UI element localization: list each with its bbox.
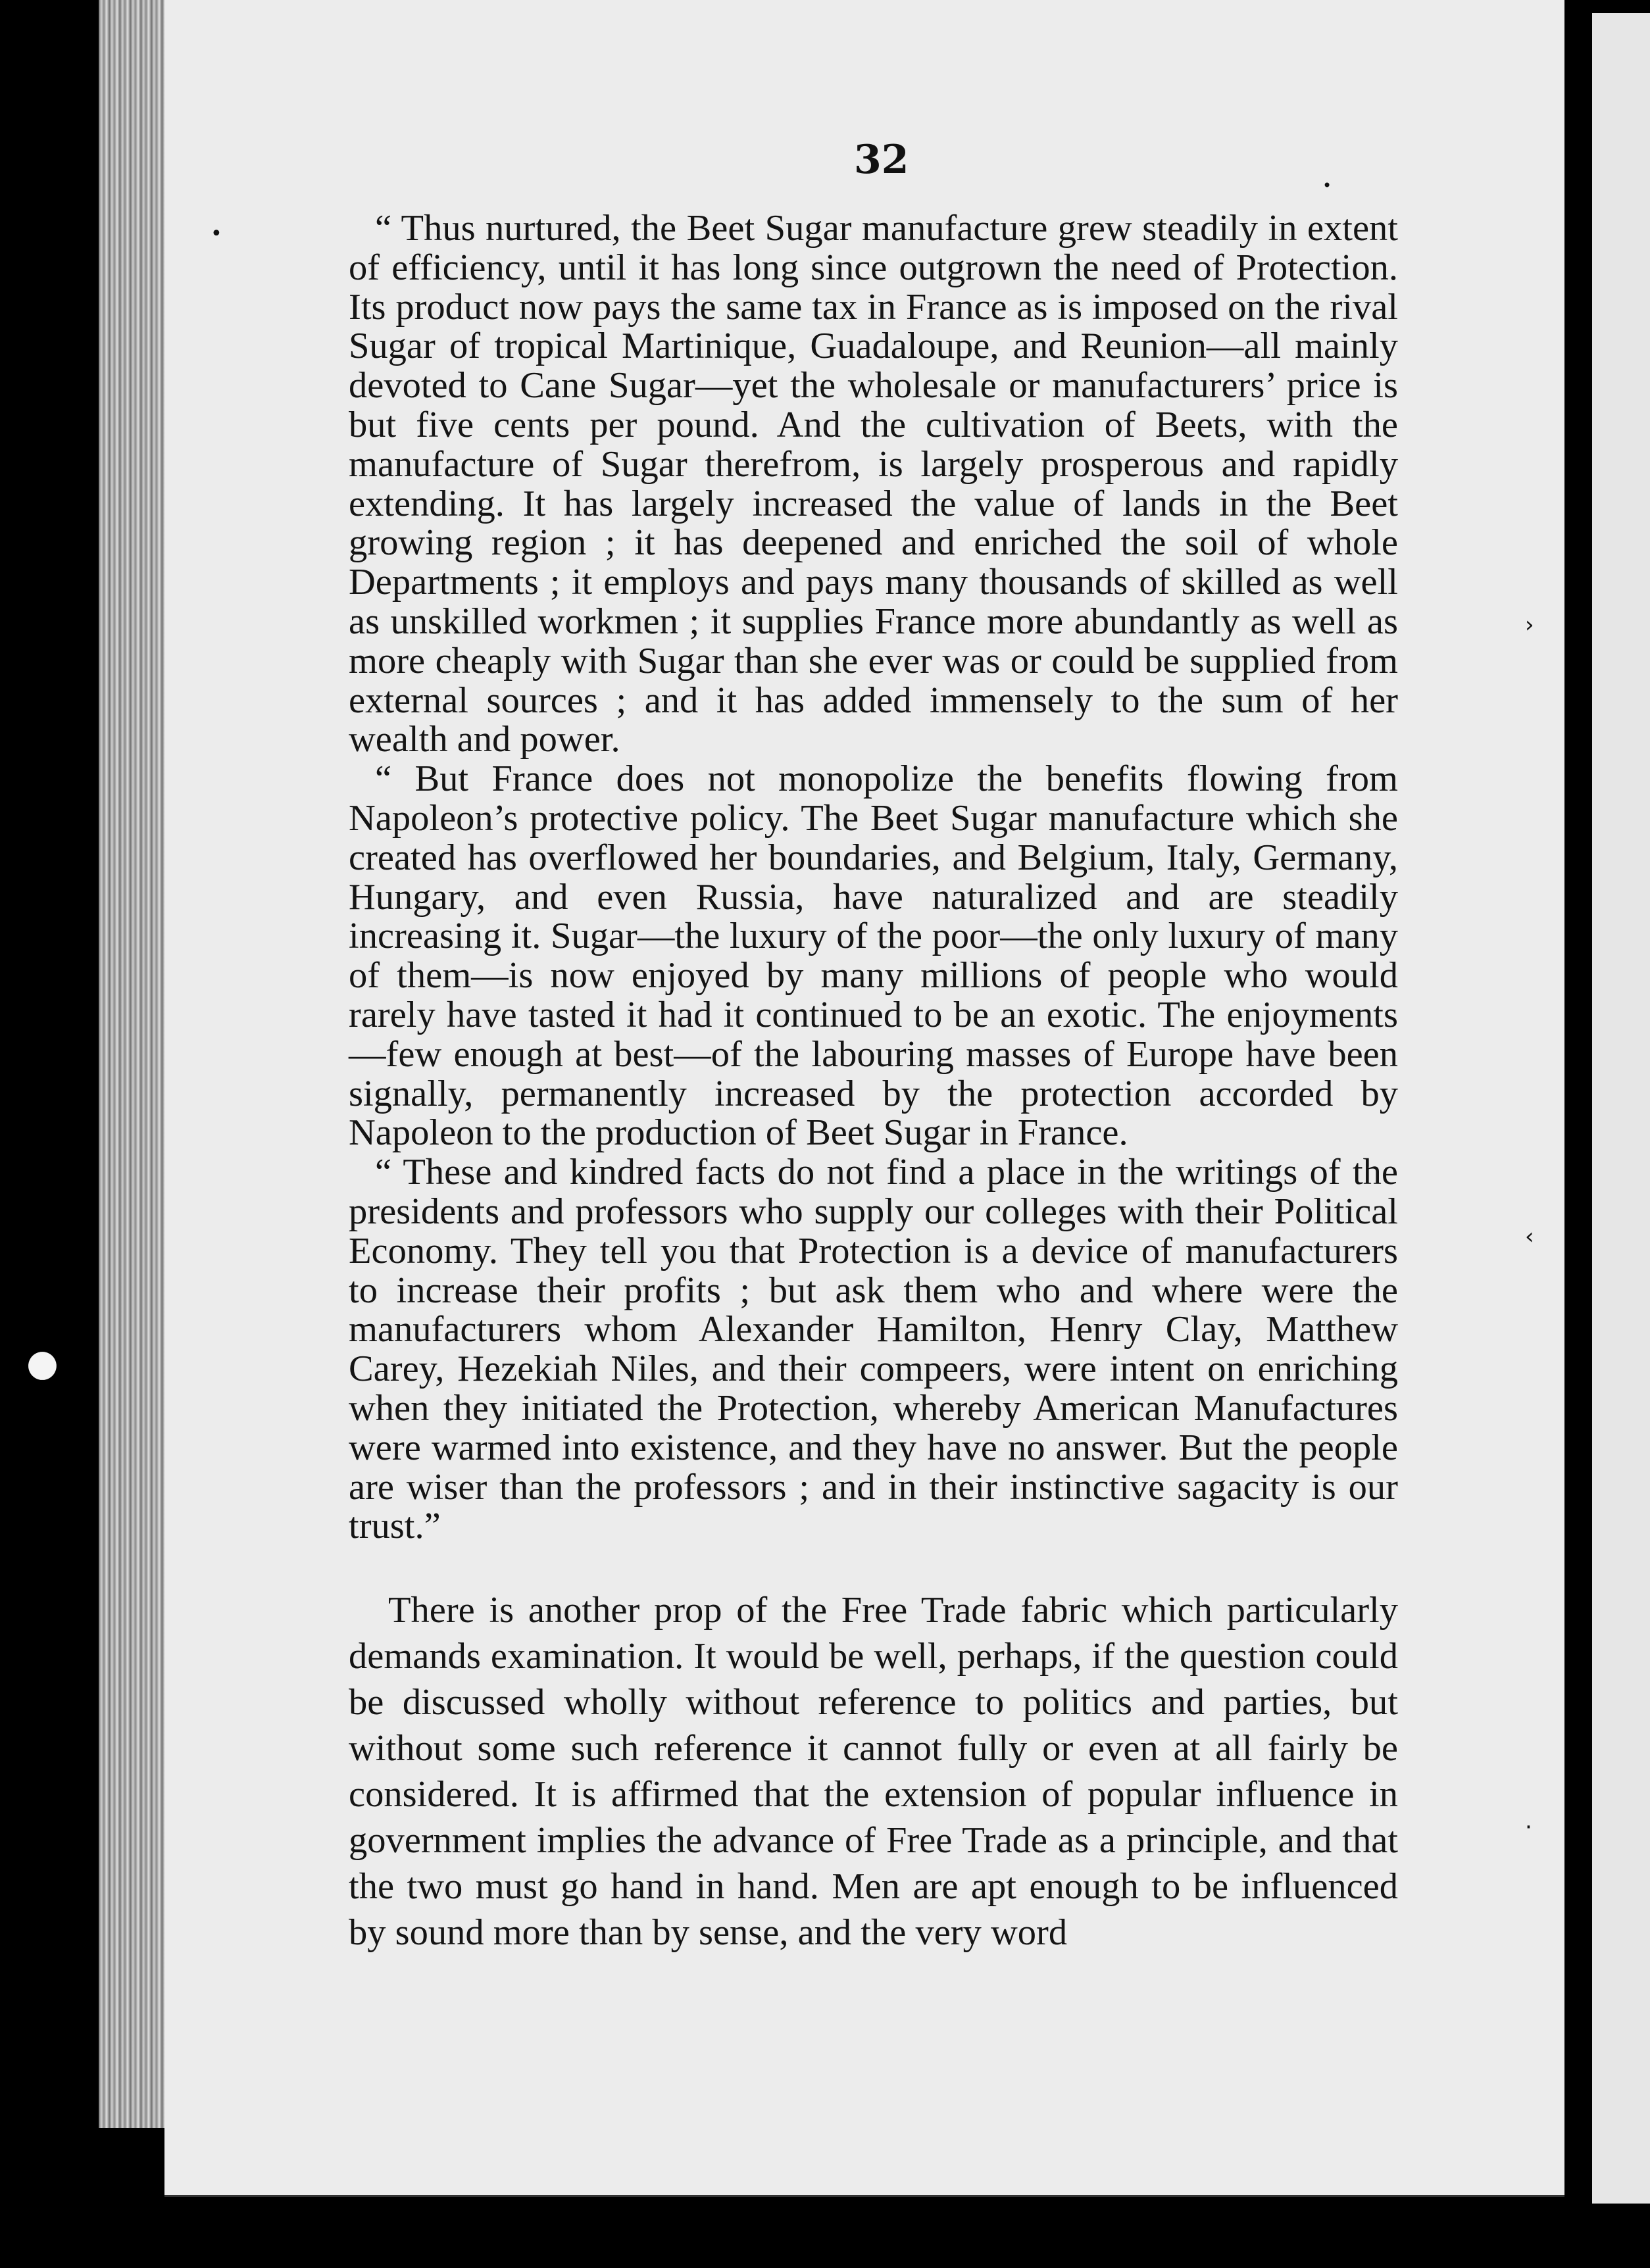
margin-speck: • xyxy=(211,222,222,245)
margin-tick: · xyxy=(1525,1814,1532,1840)
margin-speck: • xyxy=(1322,176,1332,195)
paragraph: “ Thus nurtured, the Beet Sugar manufacture grew steadily in extent of efficiency, until it has long since outgrown the need of Protection. Its product now pays the same tax in France as is imposed on the rival Sugar of tropical Martinique, Guadaloupe, and Reunion—all mainly devoted to Cane Sugar—yet the wholesale or manufacturers’ price is but five cents per pound. And the cultivation of Beets, with the manufacture of Sugar therefrom, is largely prosperous and rapidly extending. It has largely increased the value of lands in the Beet growing region ; it has deepened and enriched the soil of whole Departments ; it employs and pays many thousands of skilled as well as unskilled workmen ; it supplies France more abundantly as well as more cheaply with Sugar than she ever was or could be supplied from external sources ; and it has added immensely to the sum of her wealth and power. xyxy=(349,208,1398,760)
book-binding-edge xyxy=(99,0,171,2128)
paragraph: There is another prop of the Free Trade fabric which particularly demands examination. It would be well, perhaps, if the question could be discussed wholly without reference to politics and parties, but without some such reference it cannot fully or even at all fairly be considered. It is affirmed that the extension of popular influence in government implies the advance of Free Trade as a principle, and that the two must go hand in hand. Men are apt enough to be influenced by sound more than by sense, and the very word xyxy=(349,1590,1398,1954)
body-text xyxy=(349,209,1398,1956)
paragraph: “ These and kindred facts do not find a place in the writings of the presidents and professors who supply our colleges with their Political Economy. They tell you that Protection is a device of manufacturers to increase their profits ; but ask them who and where were the manufacturers whom Alexander Hamilton, Henry Clay, Matthew Carey, Hezekiah Niles, and their compeers, were intent on enriching when they initiated the Protection, whereby American Manufactures were warmed into existence, and they have no answer. But the people are wiser than the professors ; and in their instinctive sagacity is our trust.” xyxy=(349,1152,1398,1547)
facing-page-edge xyxy=(1592,13,1650,2204)
paragraph: “ But France does not monopolize the benefits flowing from Napoleon’s protective policy. The Beet Sugar manufacture which she created has overflowed her boundaries, and Belgium, Italy, Germany, Hungary, and even Russia, have naturalized and are steadily increasing it. Sugar—the luxury of the poor—the only luxury of many of them—is now enjoyed by many millions of people who would rarely have tasted it had it continued to be an exotic. The enjoyments—few enough at best—of the labouring masses of Europe have been signally, permanently increased by the protection accorded by Napoleon to the production of Beet Sugar in France. xyxy=(349,758,1398,1154)
edge-blot: ● xyxy=(26,1342,59,1385)
page-number: 32 xyxy=(854,137,909,183)
margin-tick: › xyxy=(1525,612,1534,638)
margin-tick: ‹ xyxy=(1525,1223,1534,1250)
